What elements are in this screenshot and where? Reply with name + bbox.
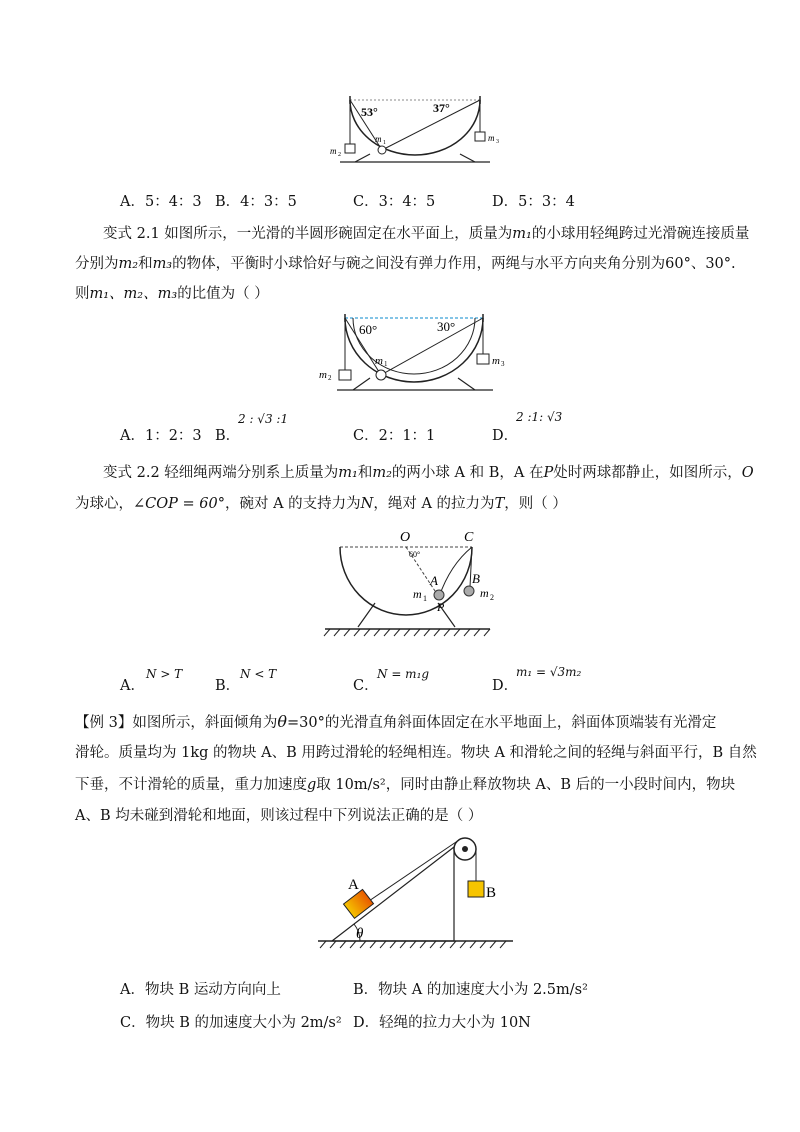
q3-option-c-expr: N = m₁g (377, 667, 430, 681)
fig3-label-a: A (430, 573, 438, 588)
fig4-label-b: B (486, 885, 497, 901)
fig4-label-a: A (348, 877, 359, 893)
q4-option-b[interactable]: B．物块 A 的加速度大小为 2.5m/s² (353, 982, 588, 998)
fig3-m2: m (480, 586, 489, 600)
fig2-angle-left: 60° (359, 322, 378, 337)
q4-option-d[interactable]: D．轻绳的拉力大小为 10N (353, 1015, 531, 1031)
q1-option-d[interactable]: D．5：3：4 (492, 194, 575, 210)
v21-line-3: 则m₁、m₂、m₃的比值为（ ） (75, 286, 269, 302)
fig3-label-b: B (472, 571, 480, 586)
fig2-m1: m (375, 355, 383, 367)
q2-option-a[interactable]: A．1：2：3 (120, 428, 202, 444)
fig1-m3-sub: 3 (496, 139, 499, 145)
figure-incline-pulley (318, 825, 518, 955)
fig3-m1-sub: 1 (423, 594, 427, 603)
ex3-line-4: A、B 均未碰到滑轮和地面，则该过程中下列说法正确的是（ ） (75, 808, 483, 824)
q3-option-a[interactable]: A． (120, 678, 145, 694)
fig3-angle: 60° (409, 550, 421, 559)
fig2-m3: m (492, 355, 500, 367)
fig1-m2-sub: 2 (338, 152, 341, 158)
figure-bowl-two-balls (320, 525, 500, 640)
q3-option-a-expr: N > T (146, 667, 183, 681)
ex3-line-3: 下垂，不计滑轮的质量，重力加速度g取 10m/s²，同时由静止释放物块 A、B 后的一小段时间内，物块 (75, 777, 736, 793)
q3-option-d-expr: m₁ = √3m₂ (516, 665, 582, 679)
v21-line-1: 变式 2.1 如图所示，一光滑的半圆形碗固定在水平面上，质量为m₁的小球用轻绳跨过光滑碗连接质量 (103, 226, 750, 242)
fig1-m2: m (330, 146, 337, 156)
q2-option-b[interactable]: B． (215, 428, 241, 444)
fig3-m2-sub: 2 (490, 593, 494, 602)
fig3-m1: m (413, 587, 422, 601)
fig3-label-c: C (464, 530, 474, 545)
v22-line-1: 变式 2.2 轻细绳两端分别系上质量为m₁和m₂的两小球 A 和 B，A 在P处时两球都静止，如图所示，O (103, 465, 754, 481)
q3-option-d[interactable]: D． (492, 678, 519, 694)
q2-option-d[interactable]: D． (492, 428, 519, 444)
fig2-m1-sub: 1 (384, 360, 388, 368)
q3-option-b-expr: N < T (240, 667, 277, 681)
q1-option-b[interactable]: B．4：3：5 (215, 194, 297, 210)
q2-option-c[interactable]: C．2：1：1 (353, 428, 436, 444)
fig2-m2: m (319, 369, 327, 381)
q4-option-c[interactable]: C．物块 B 的加速度大小为 2m/s² (120, 1015, 342, 1031)
q4-option-a[interactable]: A．物块 B 运动方向向上 (120, 982, 281, 998)
ex3-line-2: 滑轮。质量均为 1kg 的物块 A、B 用跨过滑轮的轻绳相连。物块 A 和滑轮之间的轻绳与斜面平行，B 自然 (75, 745, 757, 761)
fig1-angle-left: 53° (361, 105, 378, 119)
fig2-angle-right: 30° (437, 319, 456, 334)
v21-line-2: 分别为m₂和m₃的物体，平衡时小球恰好与碗之间没有弹力作用，两绳与水平方向夹角分别为60°、30°. (75, 256, 736, 272)
figure-bowl-60-30 (315, 312, 515, 394)
fig1-m1: m (375, 134, 382, 144)
fig4-theta: θ (356, 926, 364, 942)
ex3-line-1: 【例 3】如图所示，斜面倾角为θ=30°的光滑直角斜面体固定在水平地面上，斜面体顶端装有光滑定 (75, 712, 717, 731)
figure-bowl-53-37 (325, 92, 515, 164)
fig2-m3-sub: 3 (501, 360, 505, 368)
q1-option-c[interactable]: C．3：4：5 (353, 194, 436, 210)
fig3-label-p: P (437, 600, 445, 614)
fig1-m1-sub: 1 (383, 140, 386, 146)
q3-option-b[interactable]: B． (215, 678, 241, 694)
q3-option-c[interactable]: C． (353, 678, 379, 694)
fig1-m3: m (488, 133, 495, 143)
v22-line-2: 为球心，∠COP = 60°，碗对 A 的支持力为N，绳对 A 的拉力为T，则（ ） (75, 496, 567, 512)
fig3-label-o: O (400, 530, 411, 545)
fig1-angle-right: 37° (433, 101, 450, 115)
q2-option-d-expr: 2 :1: √3 (516, 410, 563, 424)
q2-option-b-expr: 2 : √3 :1 (238, 412, 289, 426)
fig2-m2-sub: 2 (328, 374, 332, 382)
q1-option-a[interactable]: A．5：4：3 (120, 194, 202, 210)
